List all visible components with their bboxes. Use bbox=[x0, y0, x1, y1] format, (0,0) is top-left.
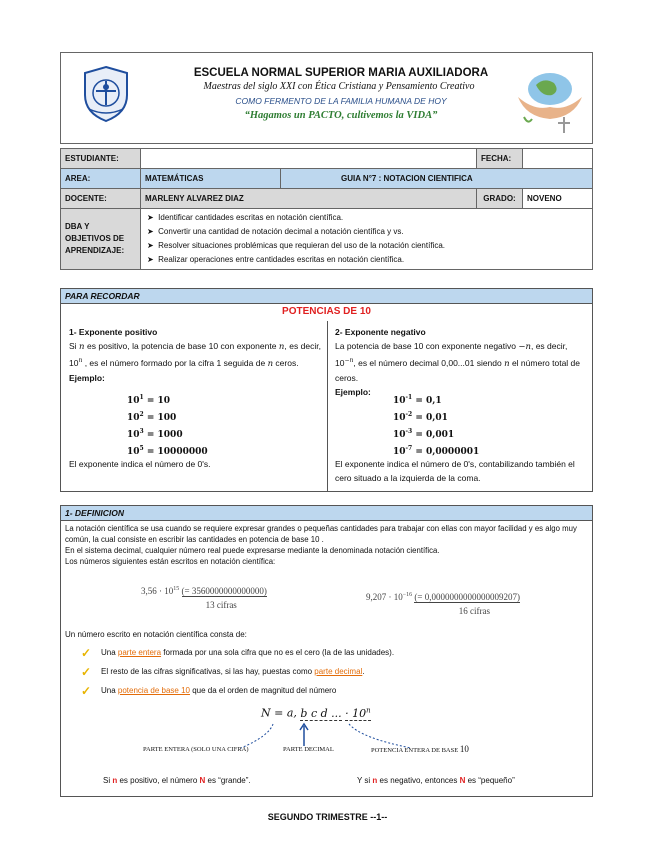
component-item: ✓ Una parte entera formada por una sola cifra que no es el cero (la de las unidades). bbox=[81, 646, 395, 660]
grado-label: GRADO: bbox=[477, 189, 523, 209]
area-value: MATEMÁTICAS bbox=[141, 169, 281, 189]
definicion-header: 1- DEFINICION bbox=[61, 506, 592, 521]
example-2: $9,207 \cdot 10^{-16}$ (= 0,0000000000000009207) 16 cifras bbox=[366, 592, 520, 616]
example-line: $10^{-1} = 0,1$ bbox=[393, 394, 442, 406]
objective-item: ➤ Realizar operaciones entre cantidades escritas en notación científica. bbox=[147, 255, 405, 264]
school-subtitle-2: COMO FERMENTO DE LA FAMILIA HUMANA DE HOY bbox=[235, 96, 447, 106]
example-line: $10^{-3} = 0,001$ bbox=[393, 428, 455, 440]
objective-item: ➤ Identificar cantidades escritas en notación científica. bbox=[147, 213, 344, 222]
definicion-section bbox=[60, 505, 593, 797]
positive-footer: El exponente indica el número de 0's. bbox=[69, 459, 211, 469]
school-motto: “Hagamos un PACTO, cultivemos la VIDA” bbox=[244, 110, 438, 121]
example-line: $10^3 = 1000$ bbox=[127, 428, 183, 440]
check-icon: ✓ bbox=[81, 665, 92, 679]
docente-label: DOCENTE: bbox=[61, 189, 141, 209]
component-item: ✓ El resto de las cifras significativas, si las hay, puestas como parte decimal. bbox=[81, 665, 365, 679]
negative-ejemplo-label: Ejemplo: bbox=[335, 386, 371, 397]
positive-n-note: Si n es positivo, el número N es “grande”. bbox=[103, 776, 251, 785]
school-crest-icon bbox=[77, 65, 135, 123]
negative-exponent-column bbox=[335, 325, 587, 483]
grado-value: NOVENO bbox=[523, 189, 593, 209]
objectives-list bbox=[141, 209, 593, 270]
negative-footer: El exponente indica el número de 0's, contabilizando también el cero situado a la izquierda de la coma. bbox=[335, 459, 575, 483]
negative-examples bbox=[393, 391, 479, 459]
hands-globe-icon bbox=[514, 61, 586, 137]
negative-heading: 2- Exponente negativo bbox=[335, 327, 426, 337]
definicion-body bbox=[61, 521, 592, 569]
example-line: $10^2 = 100$ bbox=[127, 411, 177, 423]
objective-item: ➤ Resolver situaciones problémicas que requieran del uso de la notación científica. bbox=[147, 241, 445, 250]
docente-value: MARLENY ALVAREZ DIAZ bbox=[141, 189, 477, 209]
objective-item: ➤ Convertir una cantidad de notación decimal a notación científica y vs. bbox=[147, 227, 404, 236]
school-name: ESCUELA NORMAL SUPERIOR MARIA AUXILIADORA bbox=[193, 67, 489, 79]
check-icon: ✓ bbox=[81, 646, 92, 660]
definicion-para-3: Los números siguientes están escritos en notación científica: bbox=[65, 557, 276, 566]
area-label: AREA: bbox=[61, 169, 141, 189]
example-line: $10^{-7} = 0,0000001$ bbox=[393, 445, 480, 457]
example-line: $10^5 = 10000000$ bbox=[127, 445, 208, 457]
example-1: $3,56 \cdot 10^{15}$ (= 3560000000000000) 13 cifras bbox=[141, 586, 267, 610]
recordar-header: PARA RECORDAR bbox=[61, 289, 592, 304]
example-line: $10^{-2} = 0,01$ bbox=[393, 411, 448, 423]
potencias-title: POTENCIAS DE 10 bbox=[282, 306, 371, 317]
positive-ejemplo-label: Ejemplo: bbox=[69, 372, 105, 383]
consta-text: Un número escrito en notación científica consta de: bbox=[65, 630, 247, 639]
example-line: $10^1 = 10$ bbox=[127, 394, 171, 406]
estudiante-field[interactable] bbox=[141, 149, 477, 169]
positive-examples bbox=[127, 391, 208, 459]
fecha-field[interactable] bbox=[523, 149, 593, 169]
school-subtitle: Maestras del siglo XXI con Ética Cristiana y Pensamiento Creativo bbox=[203, 81, 475, 92]
estudiante-label: ESTUDIANTE: bbox=[61, 149, 141, 169]
scientific-formula: N = a, b c d ... · $10^n$ bbox=[261, 706, 371, 720]
example-2-caption: 16 cifras bbox=[458, 606, 490, 616]
school-header bbox=[60, 52, 593, 144]
negative-n-note: Y si n es negativo, entonces N es “pequeño” bbox=[357, 776, 515, 785]
recordar-section bbox=[60, 288, 593, 492]
label-potencia: POTENCIA ENTERA DE BASE 10 bbox=[371, 744, 469, 754]
label-parte-entera: PARTE ENTERA (SOLO UNA CIFRA) bbox=[143, 746, 249, 753]
column-divider bbox=[327, 321, 328, 491]
positive-exponent-column bbox=[69, 325, 321, 469]
dba-label: DBA Y OBJETIVOS DE APRENDIZAJE: bbox=[61, 209, 141, 270]
guia-title: GUIA N°7 : NOTACION CIENTIFICA bbox=[281, 169, 593, 189]
positive-heading: 1- Exponente positivo bbox=[69, 327, 158, 337]
fecha-label: FECHA: bbox=[477, 149, 523, 169]
student-info-table bbox=[60, 148, 593, 270]
definicion-para-2: En el sistema decimal, cualquier número real puede expresarse mediante la denominada notación científica. bbox=[65, 546, 440, 555]
page-footer: SEGUNDO TRIMESTRE --1-- bbox=[267, 812, 388, 822]
negative-text: La potencia de base 10 con exponente negativo −n, es decir, $10^{-n}$, es el número decimal 0,00...01 siendo n el número total de ceros. bbox=[335, 341, 580, 383]
components-list bbox=[81, 646, 581, 703]
positive-text: Si n es positivo, la potencia de base 10 con exponente n, es decir, 10$^n$ , es el número formado por la cifra 1 seguida de n ceros. bbox=[69, 341, 321, 369]
component-item: ✓ Una potencia de base 10 que da el orden de magnitud del número bbox=[81, 684, 337, 698]
example-1-caption: 13 cifras bbox=[205, 600, 237, 610]
definicion-para-1: La notación científica se usa cuando se requiere expresar grandes o pequeñas cantidades para trabajar con ellas con mayor facilidad y es algo muy común, la cual consiste en escribir las cantidades en potencia de base 10 . bbox=[65, 524, 577, 544]
check-icon: ✓ bbox=[81, 684, 92, 698]
label-parte-decimal: PARTE DECIMAL bbox=[283, 746, 334, 753]
